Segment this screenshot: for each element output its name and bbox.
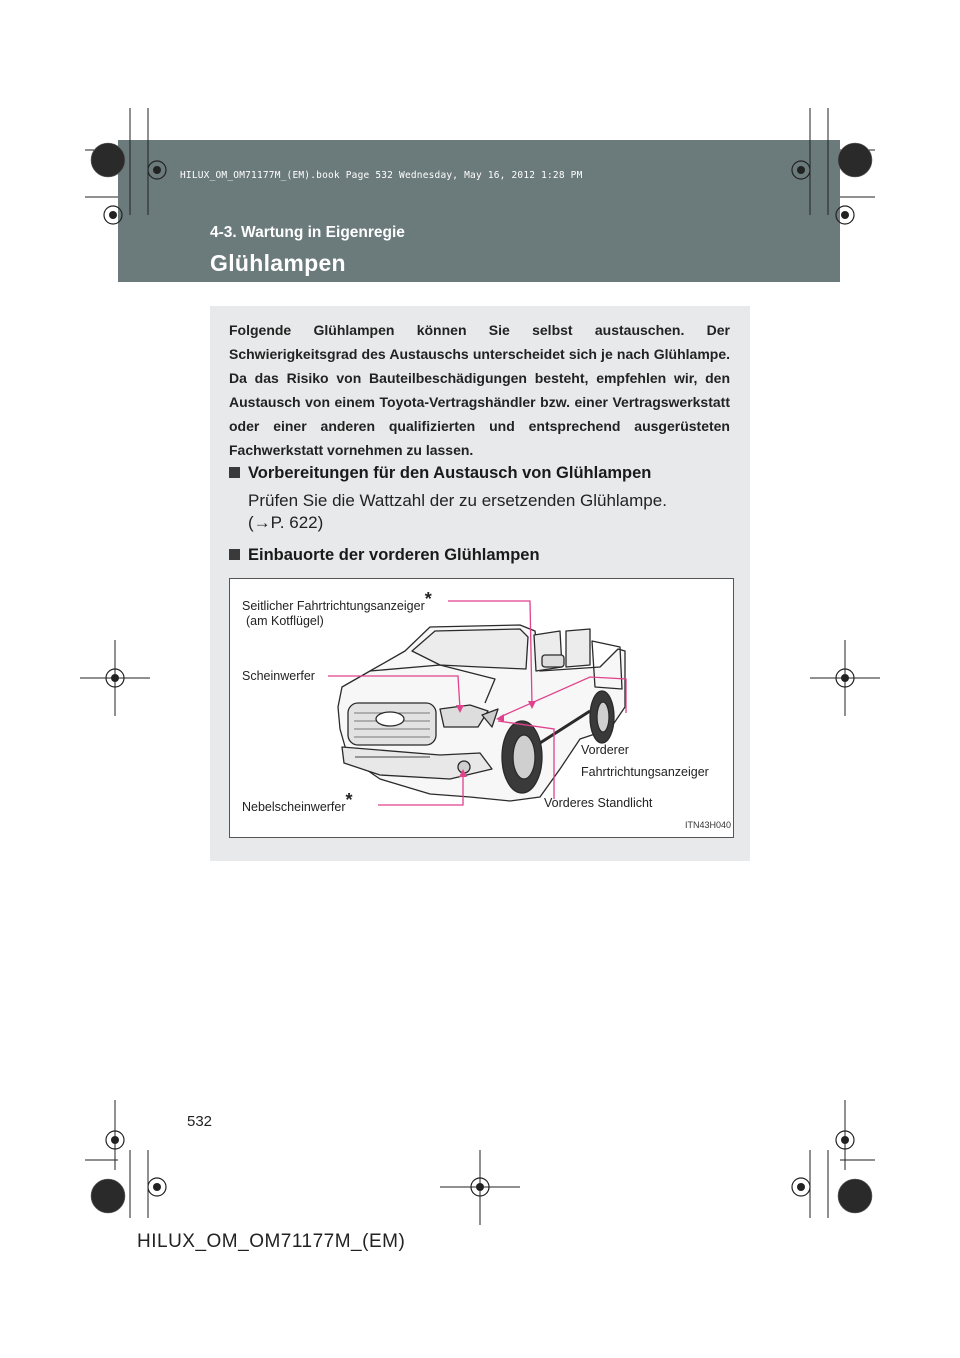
label-fog-light: Nebelscheinwerfer* [242,790,353,814]
label-position-light: Vorderes Standlicht [544,796,653,810]
asterisk-mark: * [345,790,353,810]
preparation-text: Prüfen Sie die Wattzahl der zu ersetzenden Glühlampe. [248,491,667,510]
label-front-indicator-line2: Fahrtrichtungsanzeiger [581,765,709,779]
label-side-indicator: Seitlicher Fahrtrichtungsanzeiger* [242,589,432,613]
asterisk-mark: * [424,589,432,609]
figure-code: ITN43H040 [685,820,732,830]
label-headlight: Scheinwerfer [242,669,315,683]
document-id: HILUX_OM_OM71177M_(EM) [137,1231,406,1252]
subheading-text: Vorbereitungen für den Austausch von Glühlampen [248,464,652,482]
page-number: 532 [187,1113,213,1130]
label-front-indicator-line1: Vorderer [581,743,629,757]
print-stamp: HILUX_OM_OM71177M_(EM).book Page 532 Wednesday, May 16, 2012 1:28 PM [180,170,583,181]
page-title: Glühlampen [210,250,346,276]
subheading-text: Einbauorte der vorderen Glühlampen [248,546,540,564]
intro-paragraph: Folgende Glühlampen können Sie selbst austauschen. Der Schwierigkeitsgrad des Austauschs unterscheidet sich je nach Glühlampe. Da das Risiko von Bauteilbeschädigungen besteht, empfehlen wir, den Austausch von einem Toyota-Vertragshändler bzw. einer Vertragswerkstatt oder einer anderen qualifizierten und entsprechend ausgerüsteten Fachwerkstatt vornehmen zu lassen. [229,322,730,458]
label-side-indicator-note: (am Kotflügel) [246,614,324,628]
section-label: 4-3. Wartung in Eigenregie [210,224,405,241]
page-reference-link[interactable]: (→P. 622) [248,513,324,532]
